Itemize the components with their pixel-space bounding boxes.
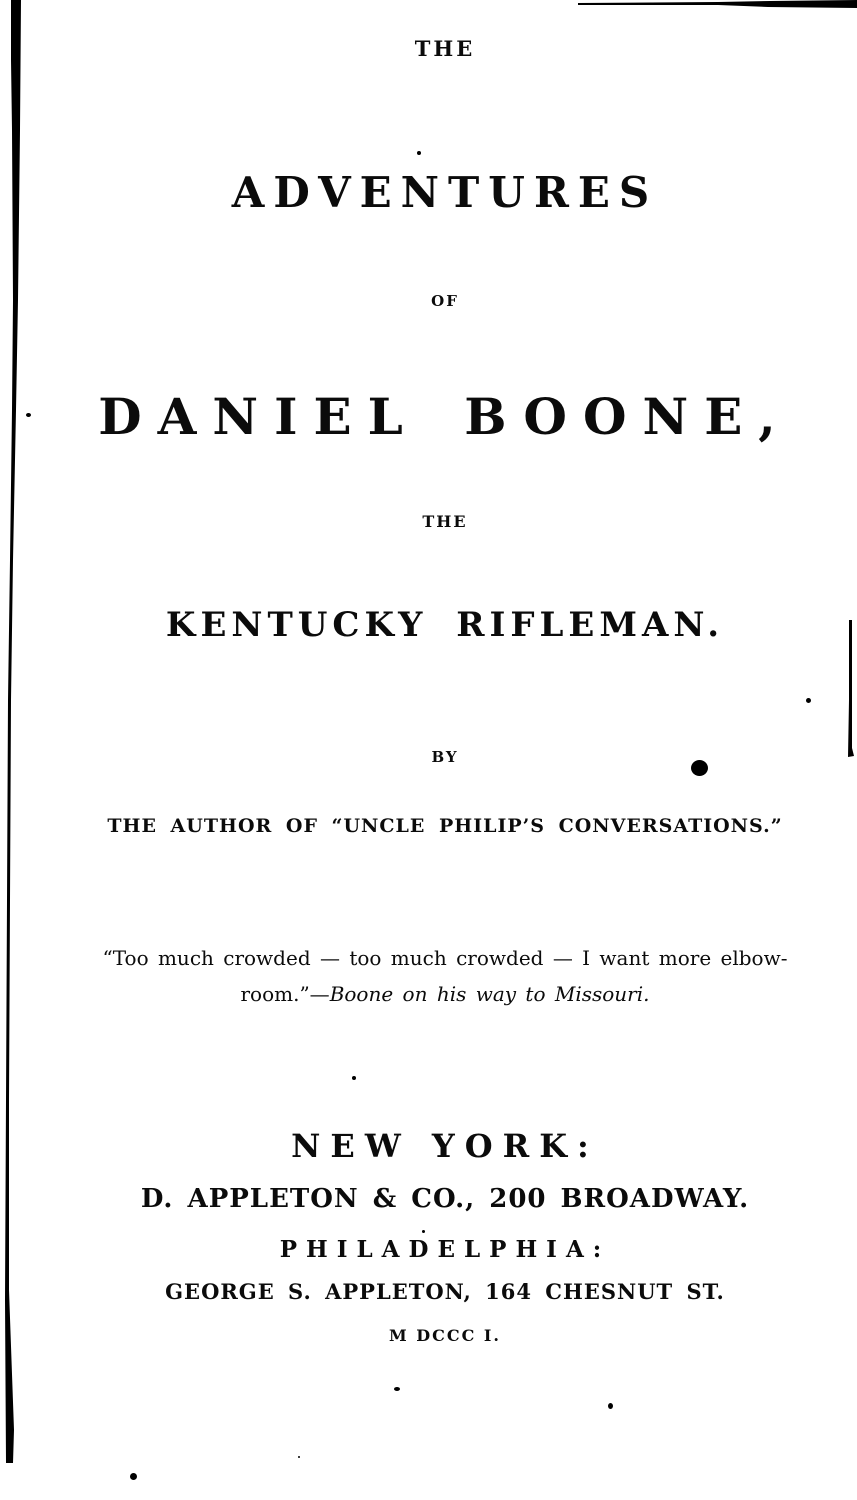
imprint-year-roman-numerals: M DCCC I. — [389, 1326, 501, 1345]
book-subject-name: DANIEL BOONE, — [98, 387, 792, 446]
of-label: OF — [431, 292, 459, 310]
the-label: THE — [422, 512, 468, 531]
epigraph-line-2 — [45, 984, 845, 1004]
imprint-publisher-newyork: D. APPLETON & CO., 200 BROADWAY. — [140, 1184, 750, 1214]
book-subtitle: KENTUCKY RIFLEMAN. — [165, 605, 725, 645]
book-title: ADVENTURES — [231, 168, 659, 217]
epigraph-line-1: “Too much crowded — too much crowded — I want more elbow- — [102, 946, 788, 970]
epigraph-line-2-roman: room.”— — [240, 982, 330, 1006]
imprint-city-philadelphia: PHILADELPHIA: — [279, 1236, 611, 1263]
imprint-city-newyork: NEW YORK: — [291, 1127, 599, 1165]
imprint-publisher-philadelphia: GEORGE S. APPLETON, 164 CHESNUT ST. — [165, 1279, 725, 1304]
epigraph-line-2-source: Boone on his way to Missouri. — [329, 982, 650, 1006]
title-page-content — [45, 0, 845, 1500]
author-attribution: THE AUTHOR OF “UNCLE PHILIP’S CONVERSATIONS.” — [107, 815, 783, 837]
by-label: BY — [431, 748, 459, 766]
ink-speck — [26, 413, 31, 417]
series-label: THE — [414, 36, 476, 61]
